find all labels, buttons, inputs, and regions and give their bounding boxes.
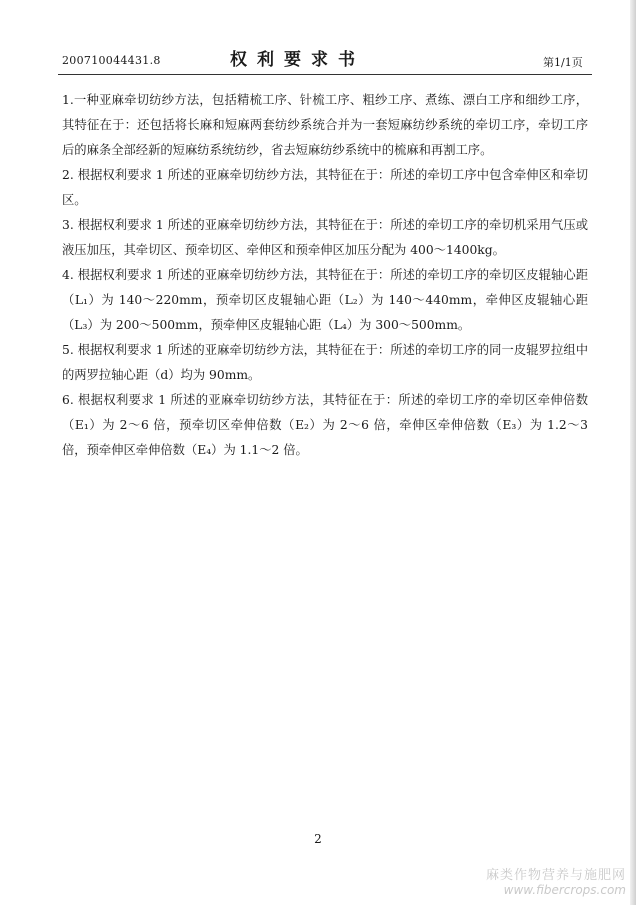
page-edge-shadow <box>630 0 636 905</box>
claims-body <box>62 88 588 463</box>
document-title: 权利要求书 <box>230 50 365 70</box>
header-rule <box>58 74 592 75</box>
watermark <box>486 868 626 898</box>
page-count: 第1/1页 <box>543 56 583 69</box>
claim-5: 5. 根据权利要求 1 所述的亚麻牵切纺纱方法，其特征在于：所述的牵切工序的同一皮辊罗拉组中的两罗拉轴心距（d）均为 90mm。 <box>62 343 588 382</box>
watermark-site-name: 麻类作物营养与施肥网 <box>485 868 626 883</box>
application-number: 200710044431.8 <box>62 54 161 67</box>
claim-2: 2. 根据权利要求 1 所述的亚麻牵切纺纱方法，其特征在于：所述的牵切工序中包含牵伸区和牵切区。 <box>62 168 588 207</box>
claim-6: 6. 根据权利要求 1 所述的亚麻牵切纺纱方法，其特征在于：所述的牵切工序的牵切区牵伸倍数（E₁）为 2～6 倍，预牵切区牵伸倍数（E₂）为 2～6 倍，牵伸区牵伸倍数（E₃）为 1.2～3 倍，预牵伸区牵伸倍数（E₄）为 1.1～2 倍。 <box>62 393 588 457</box>
page-number: 2 <box>314 832 322 846</box>
watermark-url: www.fibercrops.com <box>503 883 626 897</box>
claim-3: 3. 根据权利要求 1 所述的亚麻牵切纺纱方法，其特征在于：所述的牵切工序的牵切机采用气压或液压加压，其牵切区、预牵切区、牵伸区和预牵伸区加压分配为 400～1400kg。 <box>62 218 588 257</box>
claim-1: 1.一种亚麻牵切纺纱方法，包括精梳工序、针梳工序、粗纱工序、煮练、漂白工序和细纱工序，其特征在于：还包括将长麻和短麻两套纺纱系统合并为一套短麻纺纱系统的牵切工序，牵切工序后的麻条全部经新的短麻纺系统纺纱，省去短麻纺纱系统中的梳麻和再割工序。 <box>62 93 588 157</box>
document-header <box>0 0 636 80</box>
claim-4: 4. 根据权利要求 1 所述的亚麻牵切纺纱方法，其特征在于：所述的牵切工序的牵切区皮辊轴心距（L₁）为 140～220mm，预牵切区皮辊轴心距（L₂）为 140～440mm，牵伸区皮辊轴心距（L₃）为 200～500mm，预牵伸区皮辊轴心距（L₄）为 300～500mm。 <box>62 268 588 332</box>
